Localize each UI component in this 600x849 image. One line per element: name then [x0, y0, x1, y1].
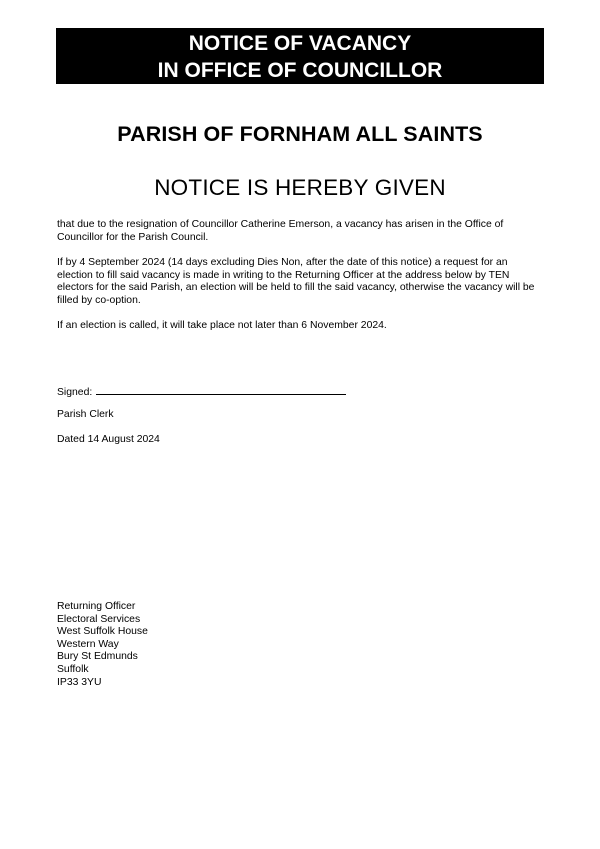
signatory-role: Parish Clerk: [57, 409, 114, 420]
notice-date: Dated 14 August 2024: [57, 434, 160, 445]
paragraph-election-date: If an election is called, it will take place not later than 6 November 2024.: [57, 320, 387, 331]
paragraph-resignation: that due to the resignation of Councillor Catherine Emerson, a vacancy has arisen in the Office of Councillor for the Parish Council.: [57, 219, 504, 243]
signature-line: [57, 383, 346, 400]
signed-label: Signed:: [57, 387, 93, 398]
address-line: Suffolk: [57, 663, 89, 675]
address-line: IP33 3YU: [57, 676, 102, 688]
parish-title: PARISH OF FORNHAM ALL SAINTS: [117, 122, 483, 146]
returning-officer-address: [57, 601, 148, 689]
banner-line-2: IN OFFICE OF COUNCILLOR: [157, 59, 443, 82]
notice-banner: [56, 28, 544, 84]
address-line: Bury St Edmunds: [57, 651, 138, 663]
banner-line-1: NOTICE OF VACANCY: [188, 32, 412, 55]
address-line: West Suffolk House: [57, 626, 148, 638]
address-line: Returning Officer: [57, 601, 136, 612]
address-line: Electoral Services: [57, 613, 141, 625]
address-line: Western Way: [57, 638, 119, 650]
notice-heading: NOTICE IS HEREBY GIVEN: [154, 175, 446, 200]
paragraph-election-request: If by 4 September 2024 (14 days excluding Dies Non, after the date of this notice) a request for an election to fill said vacancy is made in writing to the Returning Officer at the address below by TEN electors for the said Parish, an election will be held to fill the said vacancy, otherwise the vacancy will be filled by co-option.: [57, 257, 535, 306]
signature-underline: [96, 383, 346, 395]
